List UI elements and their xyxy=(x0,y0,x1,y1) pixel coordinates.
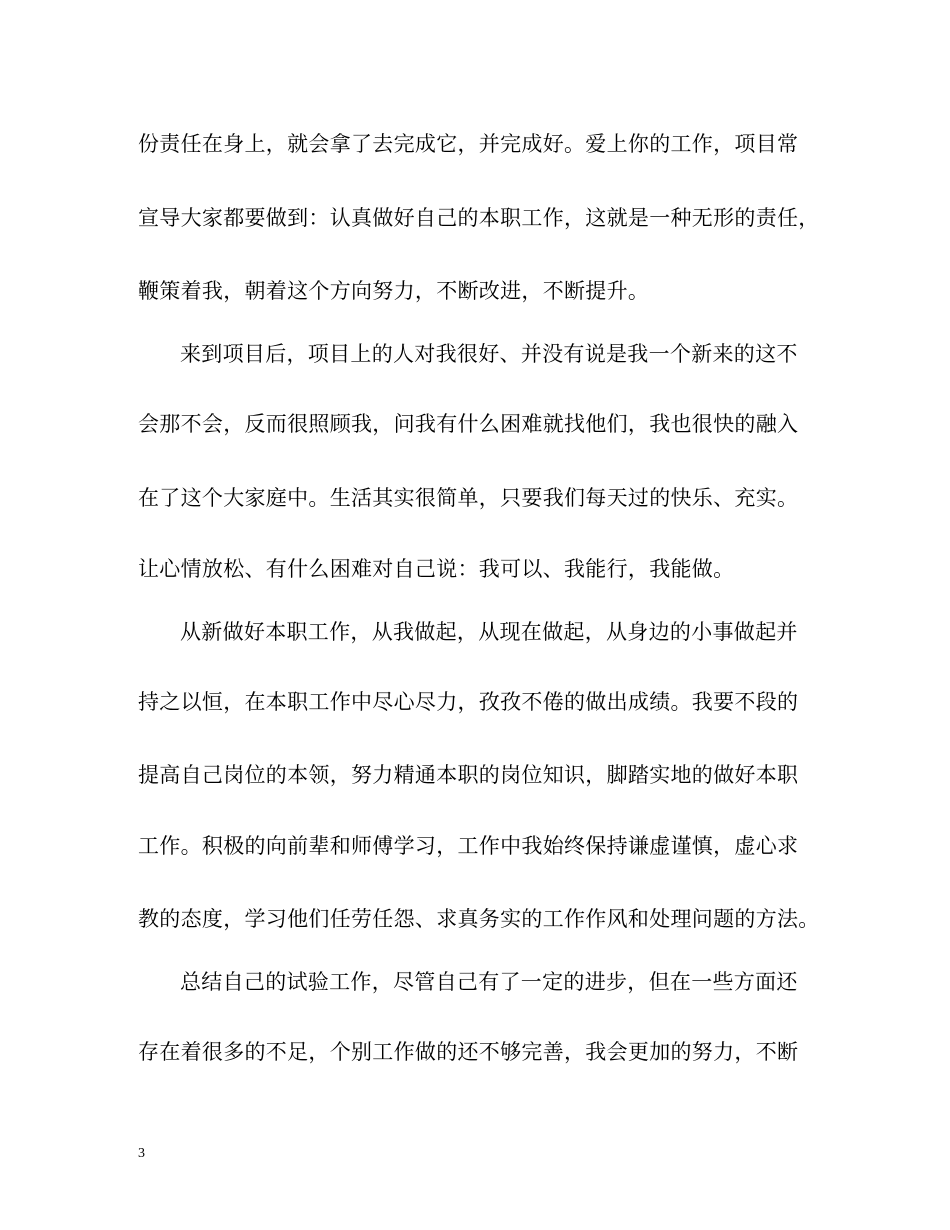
text-line-6: 在了这个大家庭中。生活其实很简单，只要我们每天过的快乐、充实。 xyxy=(138,486,799,510)
text-line-5: 会那不会，反而很照顾我，问我有什么困难就找他们，我也很快的融入 xyxy=(138,412,799,436)
text-line-1: 份责任在身上，就会拿了去完成它，并完成好。爱上你的工作，项目常 xyxy=(138,132,799,156)
text-line-12: 教的态度，学习他们任劳任怨、求真务实的工作作风和处理问题的方法。 xyxy=(138,907,820,931)
text-line-11: 工作。积极的向前辈和师傅学习，工作中我始终保持谦虚谨慎，虚心求 xyxy=(138,834,799,858)
text-line-14: 存在着很多的不足，个别工作做的还不够完善，我会更加的努力，不断 xyxy=(138,1040,799,1064)
text-line-2: 宣导大家都要做到：认真做好自己的本职工作，这就是一种无形的责任， xyxy=(138,206,820,230)
text-line-8: 从新做好本职工作，从我做起，从现在做起，从身边的小事做起并 xyxy=(180,620,798,644)
text-line-4: 来到项目后，项目上的人对我很好、并没有说是我一个新来的这不 xyxy=(180,342,798,366)
page-number: 3 xyxy=(138,1146,145,1161)
text-line-13: 总结自己的试验工作，尽管自己有了一定的进步，但在一些方面还 xyxy=(180,970,798,994)
text-line-7: 让心情放松、有什么困难对自己说：我可以、我能行，我能做。 xyxy=(138,557,735,581)
text-line-3: 鞭策着我，朝着这个方向努力，不断改进，不断提升。 xyxy=(138,279,650,303)
text-line-10: 提高自己岗位的本领，努力精通本职的岗位知识，脚踏实地的做好本职 xyxy=(138,763,799,787)
text-line-9: 持之以恒，在本职工作中尽心尽力，孜孜不倦的做出成绩。我要不段的 xyxy=(138,690,799,714)
